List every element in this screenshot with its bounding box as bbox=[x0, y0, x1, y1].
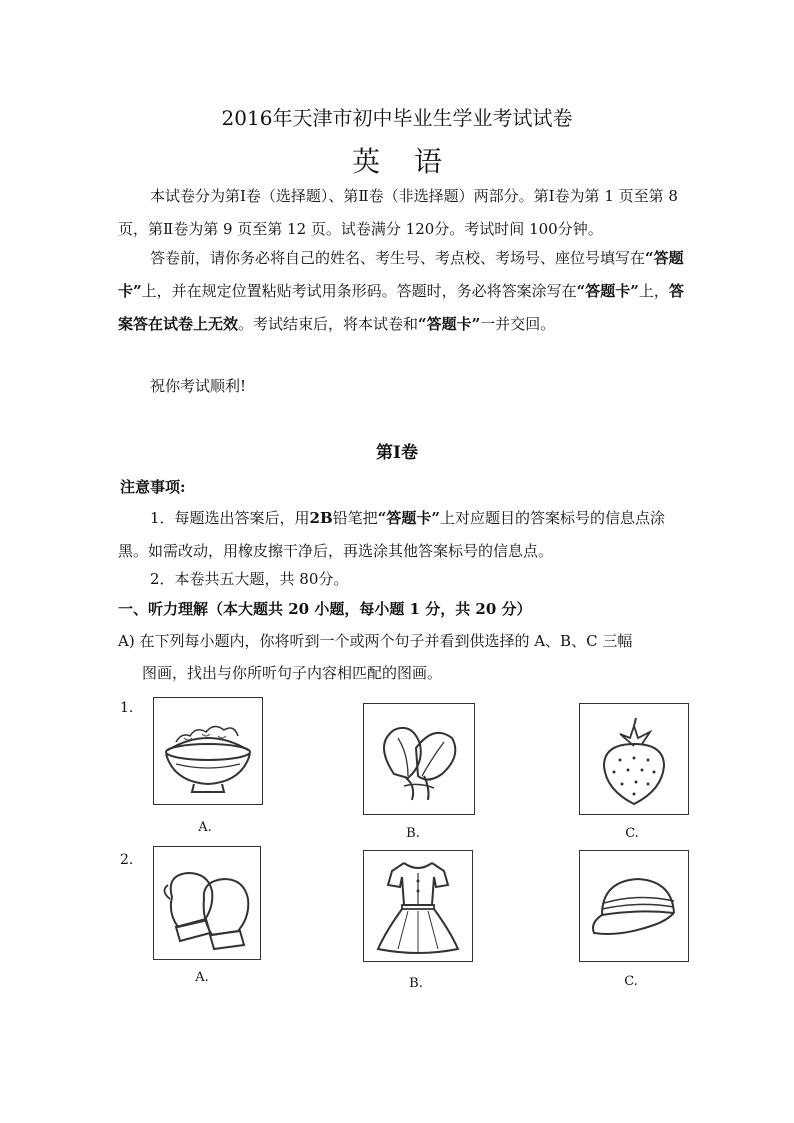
dress-icon bbox=[364, 851, 472, 961]
option-image bbox=[363, 850, 473, 962]
option-label: C. bbox=[624, 974, 638, 989]
good-luck-text: 祝你考试顺利! bbox=[150, 377, 247, 395]
notice-text: 上对应题目的答案标号的信息点涂黑。如需改动，用橡皮擦干净后，再选涂其他答案标号的信息点。 bbox=[118, 509, 665, 560]
part-a-instruction-line-1: A) 在下列每小题内，你将听到一个或两个句子并看到供选择的 A、B、C 三幅 bbox=[118, 632, 633, 650]
intro-paragraph-1: 本试卷分为第Ⅰ卷（选择题）、第Ⅱ卷（非选择题）两部分。第Ⅰ卷为第 1 页至第 8 页，第Ⅱ卷为第 9 页至第 12 页。试卷满分 120分。考试时间 100分钟。 bbox=[118, 187, 678, 238]
answer-card-term: “答题卡” bbox=[576, 282, 639, 300]
cap-icon bbox=[580, 851, 688, 961]
notice-item-1 bbox=[118, 502, 684, 568]
option-label: B. bbox=[409, 976, 423, 991]
answer-card-term: “答题卡” bbox=[418, 315, 481, 333]
exam-title: 2016年天津市初中毕业生学业考试试卷 bbox=[221, 106, 573, 130]
option-label: A. bbox=[195, 970, 209, 985]
intro-text: 一并交回。 bbox=[480, 315, 556, 333]
intro-text: 上，并在规定位置粘贴考试用条形码。答题时，务必将答案涂写在 bbox=[141, 282, 577, 300]
invalid-warning: 答案答在试卷上无效 bbox=[118, 282, 684, 333]
option-label: C. bbox=[625, 826, 639, 841]
notice-title: 注意事项: bbox=[120, 478, 186, 496]
gloves-icon bbox=[154, 847, 260, 959]
notice-text: 铅笔把 bbox=[332, 509, 378, 527]
option-image bbox=[579, 850, 689, 962]
notice-item-2: 2．本卷共五大题，共 80分。 bbox=[150, 570, 349, 588]
option-image bbox=[579, 703, 689, 815]
intro-text: 。考试结束后，将本试卷和 bbox=[238, 315, 419, 333]
question-number: 2. bbox=[120, 852, 134, 868]
rice-bowl-icon bbox=[154, 698, 262, 804]
part-title: 一、听力理解（本大题共 20 小题，每小题 1 分，共 20 分） bbox=[118, 600, 532, 618]
answer-card-term: “答题卡” bbox=[118, 249, 684, 300]
intro-text: 答卷前，请你务必将自己的姓名、考生号、考点校、考场号、座位号填写在 bbox=[150, 249, 646, 267]
intro-text: 上， bbox=[638, 282, 669, 300]
part-a-instruction-line-2: 图画，找出与你所听句子内容相匹配的图画。 bbox=[142, 664, 443, 682]
option-image bbox=[363, 703, 475, 815]
strawberry-icon bbox=[580, 704, 688, 814]
subject-title: 英语 bbox=[351, 145, 476, 178]
option-label: A. bbox=[198, 820, 212, 835]
answer-card-term: “答题卡” bbox=[377, 509, 440, 527]
intro-paragraph-2 bbox=[118, 242, 684, 341]
option-image bbox=[153, 846, 261, 960]
question-number: 1. bbox=[120, 700, 134, 716]
notice-text: 1．每题选出答案后，用 bbox=[150, 509, 310, 527]
section-title: 第Ⅰ卷 bbox=[376, 443, 418, 463]
option-image bbox=[153, 697, 263, 805]
pencil-grade: 2B bbox=[309, 509, 333, 527]
option-label: B. bbox=[406, 826, 420, 841]
vegetable-icon bbox=[364, 704, 474, 814]
